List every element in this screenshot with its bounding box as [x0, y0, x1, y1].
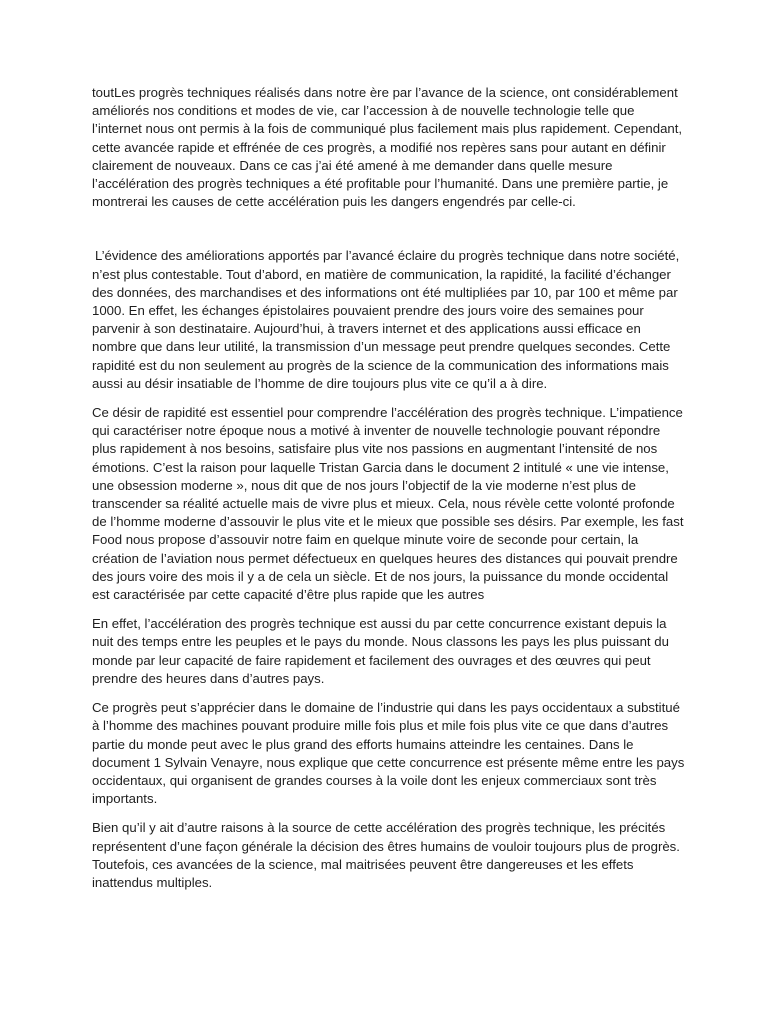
- document-page: [92, 84, 686, 892]
- paragraph-desire-speed: Ce désir de rapidité est essentiel pour comprendre l’accélération des progrès technique. L’impatience qui caractériser notre époque nous a motivé à inventer de nouvelle technologie pouvant répondre plus rapidement à nos besoins, satisfaire plus vite nos passions en augmentant l’intensité de nos émotions. C’est la raison pour laquelle Tristan Garcia dans le document 2 intitulé « une vie intense, une obsession moderne », nous dit que de nos jours l’objectif de la vie moderne n’est plus de transcender sa réalité actuelle mais de vivre plus et mieux. Cela, nous révèle cette volonté profonde de l’homme moderne d’assouvir le plus vite et le mieux que possible ses désirs. Par exemple, les fast Food nous propose d’assouvir notre faim en quelque minute voire de seconde pour certain, la création de l’aviation nous permet défectueux en quelques heures des distances qui pouvait prendre des jours voire des mois il y a de cela un siècle. Et de nos jours, la puissance du monde occidental est caractérisée par cette capacité d’être plus rapide que les autres: [92, 405, 684, 603]
- paragraph-competition: En effet, l’accélération des progrès technique est aussi du par cette concurrence existant depuis la nuit des temps entre les peuples et le pays du monde. Nous classons les pays les plus puissant du monde par leur capacité de faire rapidement et facilement des ouvrages et des œuvres qui peut prendre des heures dans d’autres pays.: [92, 616, 669, 686]
- paragraph-communication: L’évidence des améliorations apportés par l’avancé éclaire du progrès technique dans notre société, n’est plus contestable. Tout d’abord, en matière de communication, la rapidité, la facilité d’échanger des données, des marchandises et des informations ont été multipliées par 10, par 100 et même par 1000. En effet, les échanges épistolaires pouvaient prendre des jours voire des semaines pour parvenir à son destinataire. Aujourd’hui, à travers internet et des applications aussi efficace en nombre que dans leur utilité, la transmission d’un message peut prendre quelques secondes. Cette rapidité est du non seulement au progrès de la science de la communication des informations mais aussi au désir insatiable de l’homme de dire toujours plus vite ce qu’il a à dire.: [92, 248, 680, 391]
- paragraph-transition: Bien qu’il y ait d’autre raisons à la source de cette accélération des progrès technique, les précités représentent d’une façon générale la décision des êtres humains de vouloir toujours plus de progrès. Toutefois, ces avancées de la science, mal maitrisées peuvent être dangereuses et les effets inattendus multiples.: [92, 820, 680, 890]
- paragraph-industry: Ce progrès peut s’apprécier dans le domaine de l’industrie qui dans les pays occidentaux a substitué à l’homme des machines pouvant produire mille fois plus et mile fois plus vite ce que dans d’autres partie du monde peut avec le plus grand des efforts humains atteindre les centaines. Dans le document 1 Sylvain Venayre, nous explique que cette concurrence est présente même entre les pays occidentaux, qui organisent de grandes courses à la voile dont les enjeux commerciaux sont très importants.: [92, 700, 685, 807]
- paragraph-introduction: toutLes progrès techniques réalisés dans notre ère par l’avance de la science, ont considérablement améliorés nos conditions et modes de vie, car l’accession à de nouvelle technologie telle que l’internet nous ont permis à la fois de communiqué plus facilement mais plus rapidement. Cependant, cette avancée rapide et effrénée de ces progrès, a modifié nos repères sans pour autant en définir clairement de nouveaux. Dans ce cas j’ai été amené à me demander dans quelle mesure l’accélération des progrès techniques a été profitable pour l’humanité. Dans une première partie, je montrerai les causes de cette accélération puis les dangers engendrés par celle-ci.: [92, 85, 683, 210]
